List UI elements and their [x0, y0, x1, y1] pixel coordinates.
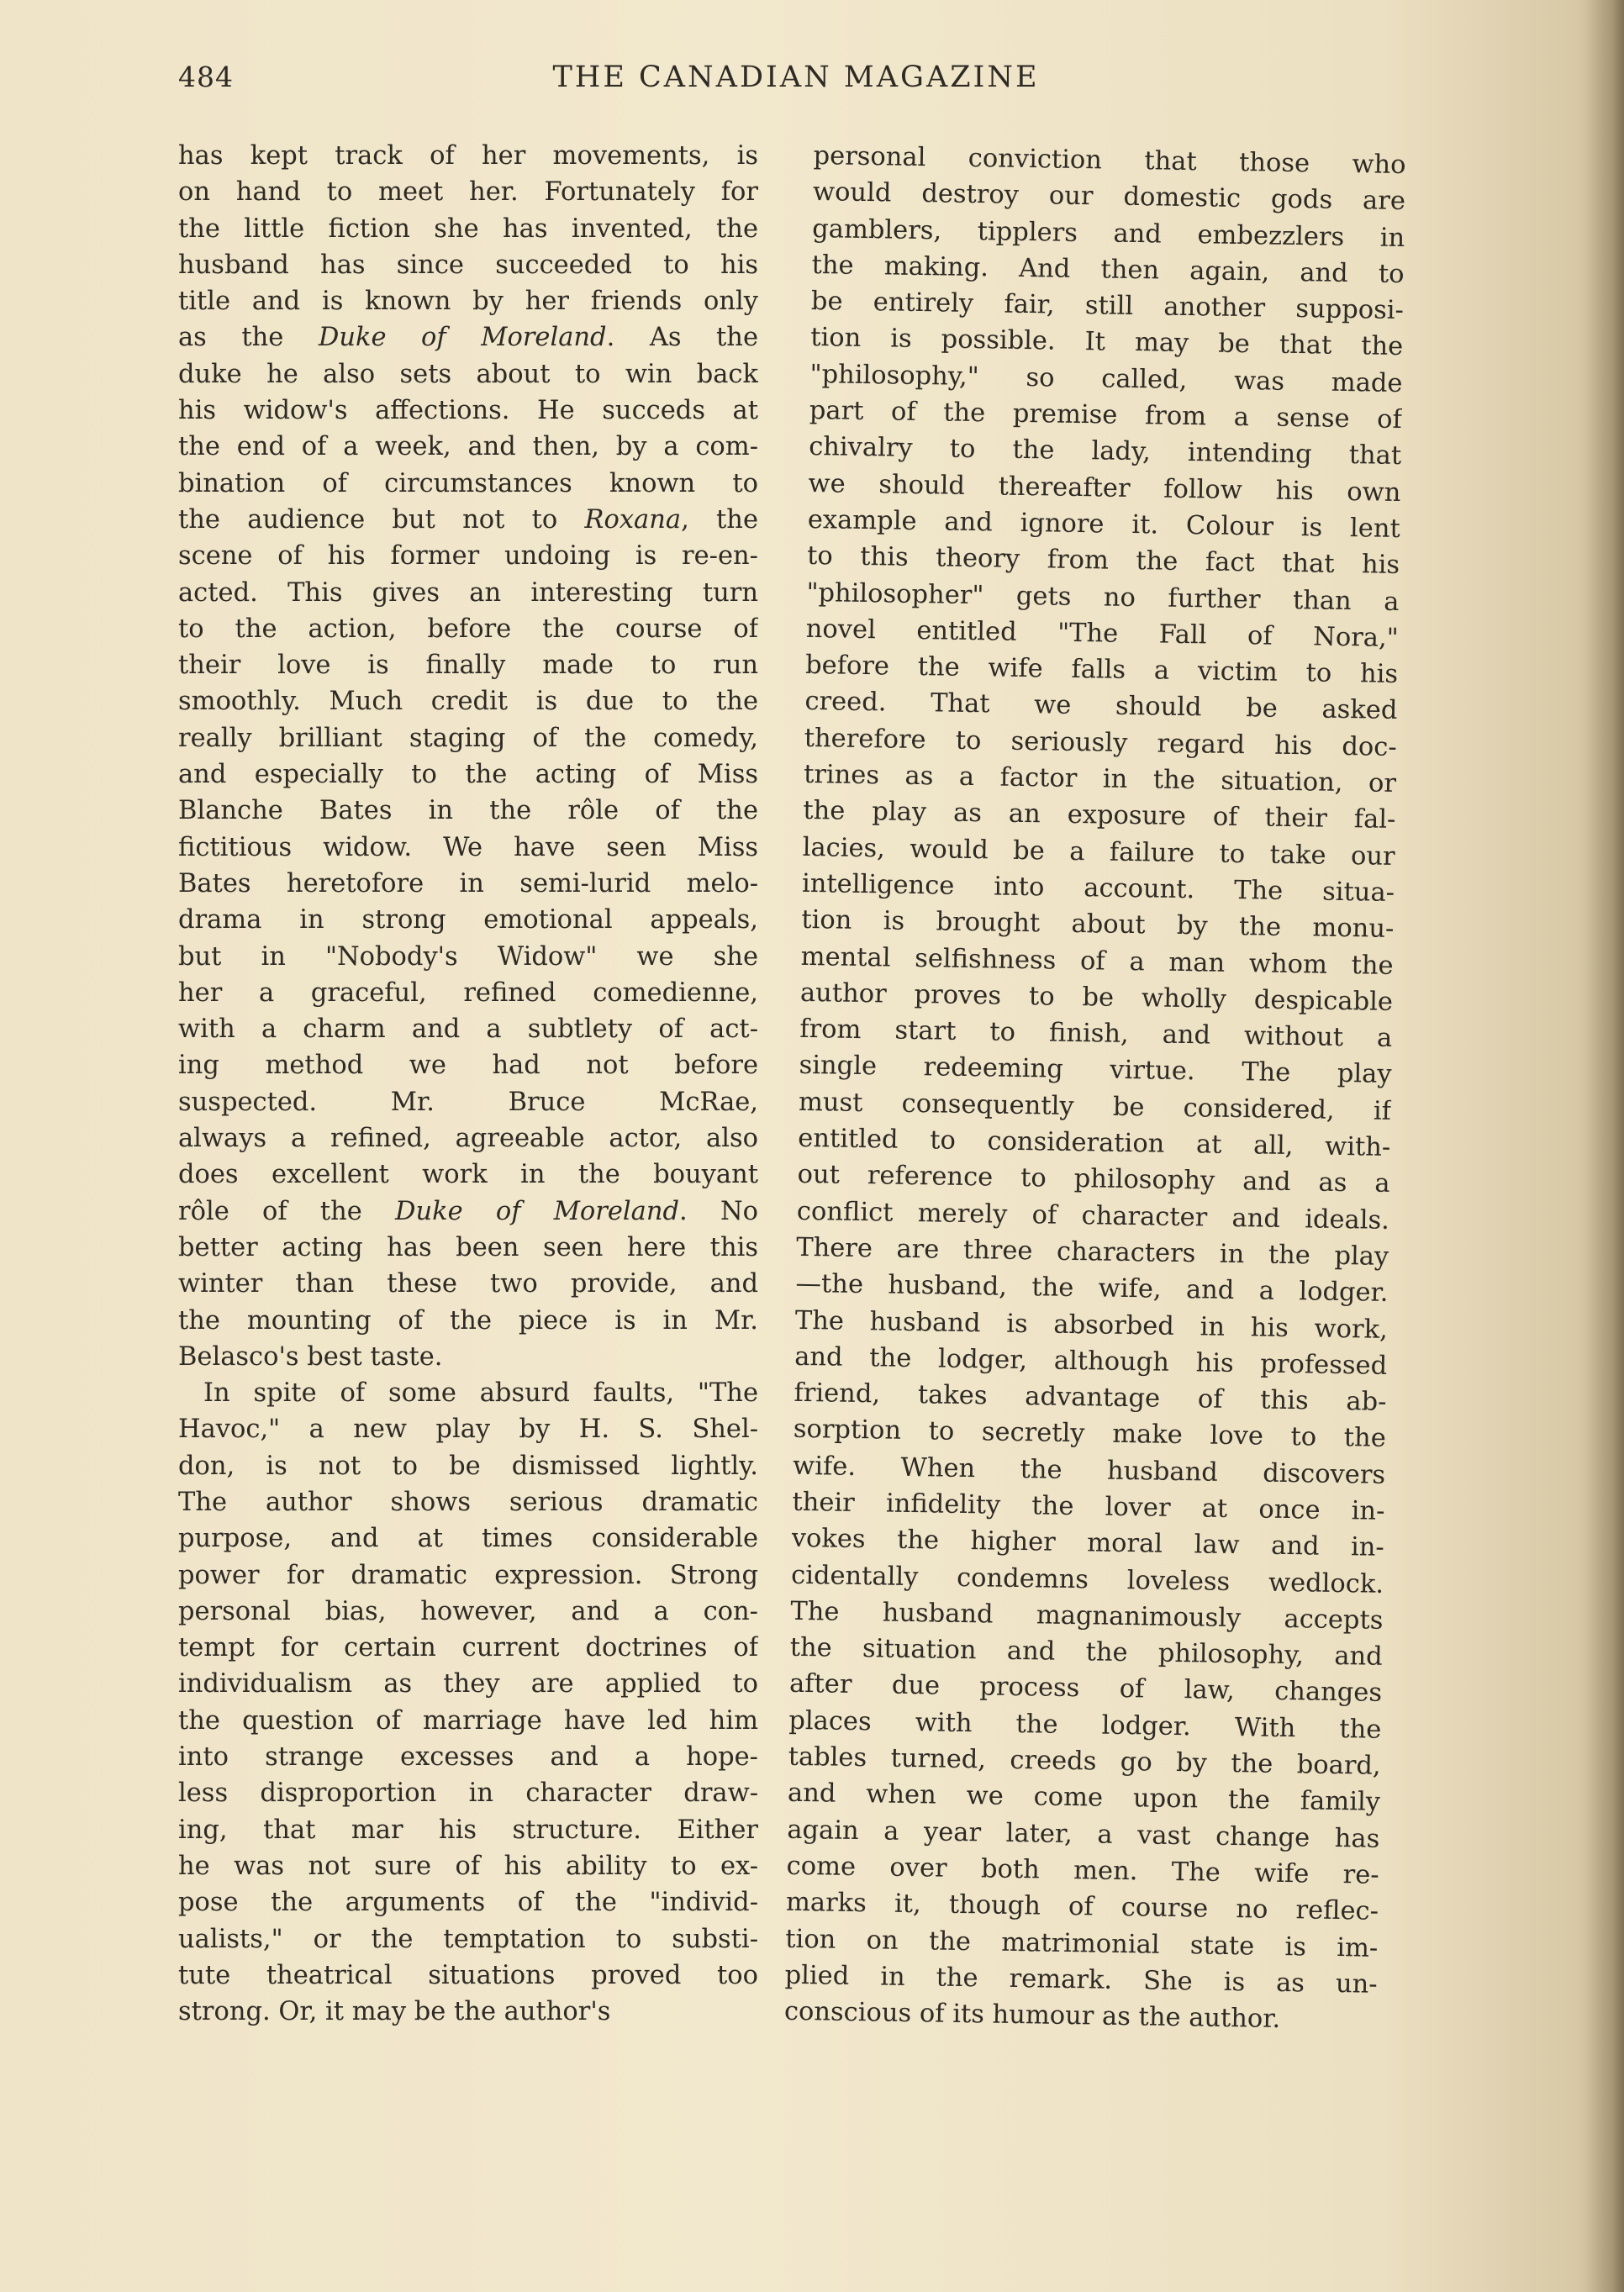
text-line: single redeeming virtue. The play — [799, 1051, 1392, 1090]
text-line: plied in the remark. She is as un- — [784, 1960, 1378, 2000]
text-line: on hand to meet her. Fortunately for — [178, 177, 758, 208]
left-text-column — [178, 138, 758, 2030]
text-line: drama in strong emotional appeals, — [178, 905, 758, 935]
right-text-column — [784, 138, 1406, 2039]
text-line: purpose, and at times considerable — [178, 1524, 758, 1554]
text-line: the play as an exposure of their fal- — [803, 796, 1396, 835]
text-line: rôle of the Duke of Moreland. No — [178, 1196, 758, 1226]
text-line: better acting has been seen here this — [178, 1232, 758, 1262]
text-line: again a year later, a vast change has — [787, 1815, 1380, 1854]
text-line: scene of his former undoing is re-en- — [178, 541, 758, 572]
text-line: friend, takes advantage of this ab- — [794, 1378, 1387, 1417]
text-line: therefore to seriously regard his doc- — [804, 723, 1397, 762]
text-line: be entirely fair, still another supposi- — [810, 287, 1405, 326]
text-line: the making. And then again, and to — [811, 250, 1405, 289]
text-line: mental selfishness of a man whom the — [800, 941, 1394, 981]
text-line: "philosopher" gets no further than a — [806, 577, 1400, 617]
text-line: the question of marriage have led him — [178, 1705, 758, 1736]
text-line: tute theatrical situations proved too — [178, 1960, 758, 1990]
text-line: conflict merely of character and ideals. — [796, 1196, 1390, 1236]
page-number: 484 — [178, 61, 234, 93]
text-line: The author shows serious dramatic — [178, 1487, 758, 1517]
text-line: Bates heretofore in semi-lurid melo- — [178, 868, 758, 898]
text-line: must consequently be considered, if — [798, 1087, 1392, 1126]
text-line: conscious of its humour as the author. — [783, 1996, 1281, 2035]
page-gutter-shadow — [1585, 0, 1624, 2292]
text-line: would destroy our domestic gods are — [812, 177, 1406, 217]
text-line: come over both men. The wife re- — [786, 1851, 1379, 1890]
text-line: gamblers, tipplers and embezzlers in — [812, 213, 1405, 253]
text-line: but in "Nobody's Widow" we she — [178, 941, 758, 972]
text-line: bination of circumstances known to — [178, 468, 758, 498]
text-line: acted. This gives an interesting turn — [178, 577, 758, 608]
text-line: less disproportion in character draw- — [178, 1778, 758, 1809]
text-line: intelligence into account. The situa- — [801, 868, 1395, 908]
text-line: tables turned, creeds go by the board, — [788, 1741, 1381, 1781]
text-line: In spite of some absurd faults, "The — [203, 1378, 758, 1409]
text-line: he was not sure of his ability to ex- — [178, 1851, 758, 1881]
text-line: their infidelity the lover at once in- — [792, 1487, 1385, 1526]
text-line: trines as a factor in the situation, or — [803, 759, 1397, 799]
text-line: tempt for certain current doctrines of — [178, 1633, 758, 1663]
text-line: wife. When the husband discovers — [792, 1451, 1386, 1490]
text-line: Blanche Bates in the rôle of the — [178, 796, 758, 826]
text-line: title and is known by her friends only — [178, 287, 758, 317]
text-line: pose the arguments of the "individ- — [178, 1888, 758, 1918]
text-line: novel entitled "The Fall of Nora," — [805, 614, 1400, 653]
text-line: ing method we had not before — [178, 1051, 758, 1081]
text-line: example and ignore it. Colour is lent — [807, 504, 1401, 544]
text-line: husband has since succeeded to his — [178, 250, 758, 280]
text-line: the situation and the philosophy, and — [789, 1632, 1383, 1673]
text-line: tion is possible. It may be that the — [809, 323, 1404, 362]
page-header — [178, 61, 1414, 103]
text-line: the audience but not to Roxana, the — [178, 504, 758, 535]
text-line: suspected. Mr. Bruce McRae, — [178, 1087, 758, 1117]
text-line: winter than these two provide, and — [178, 1269, 758, 1299]
text-line: the little fiction she has invented, the — [178, 213, 758, 244]
text-line: with a charm and a subtlety of act- — [178, 1014, 758, 1045]
text-line: does excellent work in the bouyant — [178, 1160, 758, 1190]
text-line: "philosophy," so called, was made — [809, 359, 1403, 398]
text-line: power for dramatic expression. Strong — [178, 1560, 758, 1590]
text-line: Belasco's best taste. — [178, 1341, 443, 1372]
text-line: as the Duke of Moreland. As the — [178, 323, 758, 353]
text-line: chivalry to the lady, intending that — [808, 432, 1402, 472]
text-line: lacies, would be a failure to take our — [802, 832, 1395, 872]
text-line: part of the premise from a sense of — [809, 396, 1403, 435]
text-line: fictitious widow. We have seen Miss — [178, 832, 758, 862]
text-line: places with the lodger. With the — [788, 1705, 1382, 1745]
text-line: sorption to secretly make love to the — [793, 1415, 1387, 1454]
text-line: and when we come upon the family — [787, 1778, 1381, 1818]
text-line: really brilliant staging of the comedy, — [178, 723, 758, 753]
text-line: the mounting of the piece is in Mr. — [178, 1305, 758, 1336]
text-line: personal conviction that those who — [813, 140, 1406, 181]
text-line: from start to finish, and without a — [799, 1014, 1393, 1054]
text-line: their love is finally made to run — [178, 651, 758, 681]
text-line: personal bias, however, and a con- — [178, 1596, 758, 1626]
text-line: always a refined, agreeable actor, also — [178, 1124, 758, 1154]
text-line: author proves to be wholly despicable — [799, 977, 1394, 1017]
text-line: into strange excesses and a hope- — [178, 1742, 758, 1773]
text-line: the end of a week, and then, by a com- — [178, 432, 758, 462]
text-line: duke he also sets about to win back — [178, 359, 758, 389]
text-line: There are three characters in the play — [795, 1232, 1389, 1272]
text-line: The husband magnanimously accepts — [790, 1596, 1384, 1636]
text-line: has kept track of her movements, is — [178, 141, 758, 171]
text-line: cidentally condemns loveless wedlock. — [790, 1560, 1384, 1599]
text-line: before the wife falls a victim to his — [804, 651, 1399, 690]
text-line: out reference to philosophy and as a — [797, 1160, 1390, 1199]
text-line: The husband is absorbed in his work, — [794, 1305, 1389, 1345]
text-line: and the lodger, although his professed — [794, 1341, 1388, 1381]
text-line: ualists," or the temptation to substi- — [178, 1924, 758, 1954]
text-line: individualism as they are applied to — [178, 1669, 758, 1699]
text-line: tion is brought about by the monu- — [801, 905, 1395, 945]
text-line: we should thereafter follow his own — [808, 468, 1401, 508]
text-line: smoothly. Much credit is due to the — [178, 687, 758, 717]
text-line: creed. That we should be asked — [804, 687, 1398, 726]
text-line: and especially to the acting of Miss — [178, 760, 758, 790]
text-line: after due process of law, changes — [788, 1669, 1383, 1709]
text-line: marks it, though of course no reflec- — [785, 1887, 1379, 1927]
text-line: her a graceful, refined comedienne, — [178, 977, 758, 1008]
text-line: entitled to consideration at all, with- — [798, 1123, 1391, 1162]
text-line: ing, that mar his structure. Either — [178, 1815, 758, 1845]
text-line: —the husband, the wife, and a lodger. — [795, 1269, 1389, 1309]
running-title: THE CANADIAN MAGAZINE — [552, 61, 1040, 94]
text-line: to the action, before the course of — [178, 614, 758, 644]
text-line: tion on the matrimonial state is im- — [785, 1924, 1379, 1963]
text-line: don, is not to be dismissed lightly. — [178, 1451, 758, 1481]
text-line: vokes the higher moral law and in- — [791, 1524, 1385, 1563]
text-line: Havoc," a new play by H. S. Shel- — [178, 1415, 758, 1445]
text-line: to this theory from the fact that his — [806, 541, 1400, 581]
text-line: strong. Or, it may be the author's — [178, 1997, 611, 2027]
text-line: his widow's affections. He succeds at — [178, 396, 758, 426]
